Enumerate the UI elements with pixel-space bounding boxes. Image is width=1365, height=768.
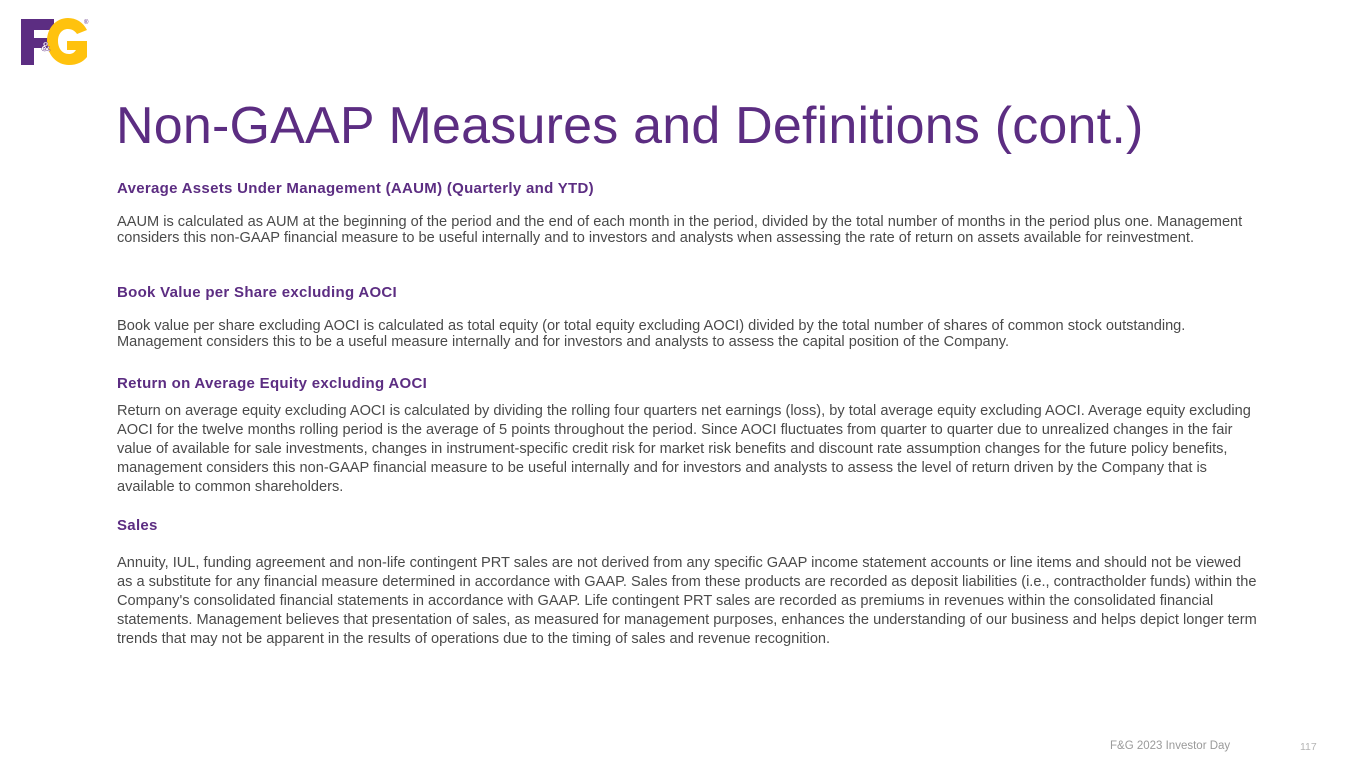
page-title: Non-GAAP Measures and Definitions (cont.) — [116, 97, 1144, 155]
fg-logo — [20, 17, 90, 67]
svg-text:®: ® — [84, 20, 89, 26]
section-heading-sales: Sales — [117, 517, 158, 534]
svg-text:&: & — [41, 39, 51, 54]
section-body-book-value: Book value per share excluding AOCI is calculated as total equity (or total equity excluding AOCI) divided by the total number of shares of common stock outstanding. Management considers this to be a useful measure internally and for investors and analysts to assess the capital position of the Company. — [117, 318, 1186, 350]
page-number: 117 — [1300, 741, 1317, 753]
section-body-sales: Annuity, IUL, funding agreement and non-life contingent PRT sales are not derived from any specific GAAP income statement accounts or line items and should not be viewed as a substitute for any financial measure determined in accordance with GAAP. Sales from these products are recorded as deposit liabilities (i.e., contractholder funds) within the Company's consolidated financial statements in accordance with GAAP. Life contingent PRT sales are recorded as premiums in revenues within the consolidated financial statements. Management believes that presentation of sales, as measured for management purposes, enhances the understanding of our business and helps depict longer term trends that may not be apparent in the results of operations due to the timing of sales and revenue recognition. — [117, 555, 1257, 647]
section-heading-aaum: Average Assets Under Management (AAUM) (Quarterly and YTD) — [117, 180, 594, 197]
section-body-aaum: AAUM is calculated as AUM at the beginning of the period and the end of each month in the period, divided by the total number of months in the period plus one. Management considers this non-GAAP financial measure to be useful internally and to investors and analysts when assessing the rate of return on assets available for reinvestment. — [117, 214, 1243, 246]
footer-label: F&G 2023 Investor Day — [1110, 740, 1231, 752]
section-body-return-on-equity: Return on average equity excluding AOCI is calculated by dividing the rolling four quarters net earnings (loss), by total average equity excluding AOCI. Average equity excluding AOCI for the twelve months rolling period is the average of 5 points throughout the period. Since AOCI fluctuates from quarter to quarter due to unrealized changes in the fair value of available for sale investments, changes in instrument-specific credit risk for market risk benefits and discount rate assumption changes for the future policy benefits, management considers this non-GAAP financial measure to be useful internally and for investors and analysts to assess the level of return driven by the Company that is available to common shareholders. — [117, 403, 1251, 495]
section-heading-return-on-equity: Return on Average Equity excluding AOCI — [117, 375, 428, 392]
section-heading-book-value: Book Value per Share excluding AOCI — [117, 284, 398, 301]
